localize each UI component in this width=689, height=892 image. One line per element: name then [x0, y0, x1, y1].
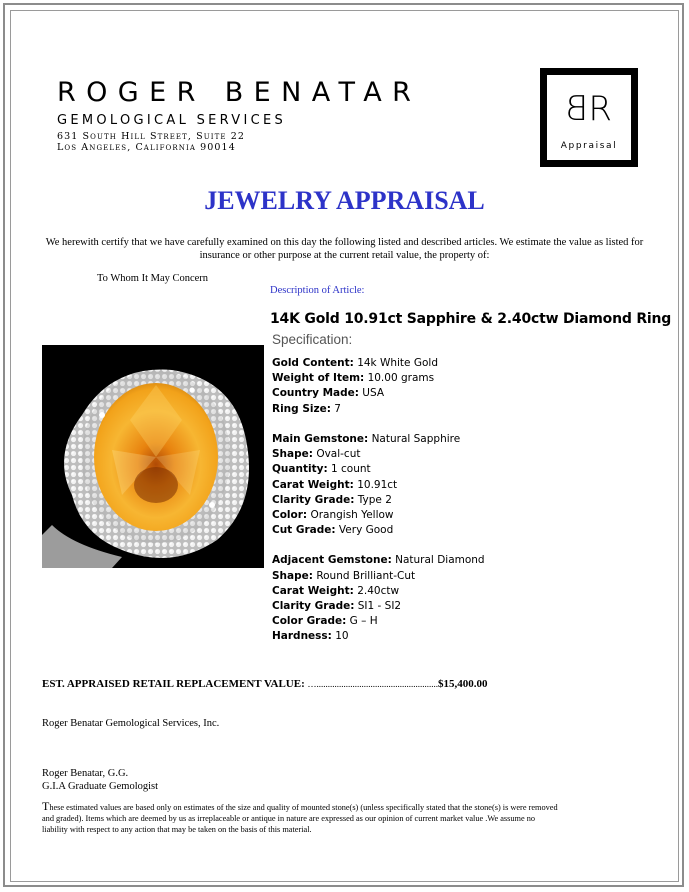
spec-main-color [272, 508, 485, 523]
appraisal-logo [540, 68, 638, 167]
spec-value: Type 2 [357, 493, 392, 506]
spec-main-gemstone [272, 432, 485, 447]
spec-main-carat [272, 478, 485, 493]
spec-label: Country Made: [272, 387, 359, 400]
description-label: Description of Article: [270, 285, 365, 296]
document-title: JEWELRY APPRAISAL [204, 186, 485, 215]
spec-main-clarity [272, 493, 485, 508]
spec-label: Weight of Item: [272, 372, 365, 385]
logo-letter-b: B [568, 89, 589, 129]
recipient: To Whom It May Concern [97, 273, 209, 284]
spec-value: 1 count [331, 463, 371, 476]
disclaimer [42, 801, 562, 835]
spec-label: Ring Size: [272, 402, 331, 415]
spec-value: 10 [335, 630, 349, 643]
specification-list [272, 356, 485, 645]
spec-label: Clarity Grade: [272, 493, 355, 506]
spec-label: Cut Grade: [272, 524, 336, 537]
spec-value: Natural Diamond [395, 554, 485, 567]
spec-label: Hardness: [272, 630, 332, 643]
value-leader-dots: …...................................................... [307, 679, 438, 689]
spec-value: 14k White Gold [357, 357, 438, 369]
spec-label: Adjacent Gemstone: [272, 554, 392, 567]
spec-label: Clarity Grade: [272, 600, 355, 612]
spec-label: Shape: [272, 569, 313, 582]
spec-adjacent-carat [272, 584, 485, 599]
spec-label: Carat Weight: [272, 584, 354, 597]
logo-label: Appraisal [560, 141, 618, 151]
spec-value: SI1 - SI2 [357, 600, 402, 612]
company-name: ROGER BENATAR [57, 77, 422, 108]
spec-value: 10.00 grams [367, 372, 435, 385]
logo-letter-r: R [588, 89, 610, 129]
signer-name: Roger Benatar, G.G. [42, 768, 129, 779]
logo-inner-panel [547, 75, 631, 160]
spec-value: Orangish Yellow [310, 508, 394, 521]
spec-value: 7 [334, 402, 341, 415]
appraised-value-label: EST. APPRAISED RETAIL REPLACEMENT VALUE: [42, 678, 305, 690]
certification-statement: We herewith certify that we have carefully examined on this day the following listed and described articles. We estimate the value as listed for insurance or other purpose at the current retail value, the property of: [45, 237, 644, 261]
spec-label: Main Gemstone: [272, 432, 369, 445]
sparkle-3 [190, 388, 195, 393]
disclaimer-text: hese estimated values are based only on estimates of the size and quality of mounted stone(s) (unless specifically stated that the stone(s) is were removed and graded). Items which are deemed by us as irreplaceable or antique in nature are expressed as our opinion of current market value .We assume no liability with respect to any action that may be taken on the basis of this material. [42, 803, 558, 834]
sparkle-2 [209, 502, 215, 508]
spec-label: Shape: [272, 448, 313, 461]
spec-label: Gold Content: [272, 357, 354, 369]
spec-value: USA [362, 387, 385, 400]
logo-monogram [547, 90, 631, 128]
spec-country [272, 386, 485, 401]
sparkle-1 [99, 412, 105, 418]
spec-adjacent-clarity [272, 599, 485, 614]
spec-value: G – H [349, 615, 378, 628]
specification-label: Specification: [272, 332, 353, 347]
spec-value: Very Good [338, 524, 394, 537]
company-subtitle: GEMOLOGICAL SERVICES [57, 113, 287, 128]
spec-ring-size [272, 402, 485, 417]
spec-weight [272, 371, 485, 386]
sapphire-culet-shadow [134, 467, 178, 503]
spec-value: Natural Sapphire [371, 432, 461, 445]
item-title: 14K Gold 10.91ct Sapphire & 2.40ctw Diamond Ring [270, 311, 672, 327]
address-line-2: Los Angeles, California 90014 [57, 142, 236, 153]
disclaimer-initial: T [42, 799, 50, 813]
spec-label: Quantity: [272, 463, 328, 476]
spec-adjacent-color [272, 614, 485, 629]
appraised-value: $15,400.00 [438, 678, 488, 690]
spec-adjacent-gemstone [272, 553, 485, 568]
spec-adjacent-hardness [272, 629, 485, 644]
signer-title: G.I.A Graduate Gemologist [42, 781, 159, 792]
issuing-company: Roger Benatar Gemological Services, Inc. [42, 718, 220, 729]
spec-value: 2.40ctw [357, 584, 400, 597]
spec-gold-content [272, 356, 485, 371]
spec-value: Oval-cut [316, 448, 361, 461]
spec-value: Round Brilliant-Cut [316, 569, 416, 582]
spec-label: Color: [272, 508, 308, 521]
spec-label: Carat Weight: [272, 478, 354, 491]
spec-spacer [272, 538, 485, 553]
appraised-value-line [42, 677, 488, 691]
ring-photo-illustration [42, 345, 264, 568]
address-line-1: 631 South Hill Street, Suite 22 [57, 131, 245, 142]
spec-main-cut [272, 523, 485, 538]
ring-photo [42, 345, 264, 568]
spec-spacer [272, 417, 485, 432]
spec-adjacent-shape [272, 569, 485, 584]
spec-label: Color Grade: [272, 615, 347, 628]
spec-value: 10.91ct [357, 478, 398, 491]
spec-main-quantity [272, 462, 485, 477]
spec-main-shape [272, 447, 485, 462]
